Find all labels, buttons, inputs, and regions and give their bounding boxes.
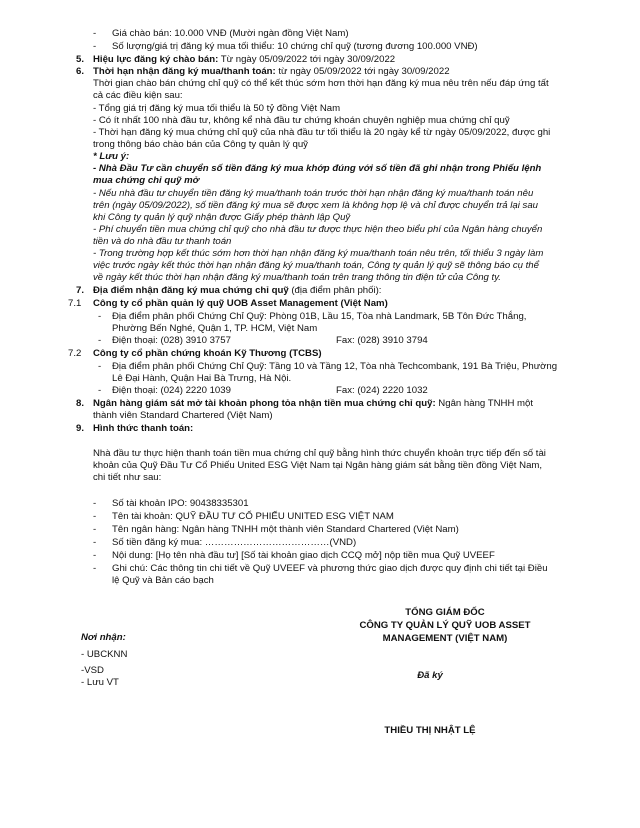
payment-item: Ghi chú: Các thông tin chi tiết về Quỹ UVEEF và phương thức giao dịch được quy định chi tiết tại Điều	[112, 563, 548, 574]
note-line: tiền và do nhà đầu tư thanh toán	[93, 236, 232, 247]
recipient: - UBCKNN	[81, 649, 128, 660]
section-6-line: trong thông báo chào bán của Công ty quản lý quỹ	[93, 139, 308, 150]
note-line: - Phí chuyển tiền mua chứng chỉ quỹ cho nhà đầu tư được thực hiện theo biểu phí của Ngân hàng chuyển	[93, 224, 543, 235]
offer-price: Giá chào bán: 10.000 VNĐ (Mười ngàn đồng Việt Nam)	[112, 28, 349, 39]
section-5-title: Hiệu lực đăng ký chào bán:	[93, 54, 219, 65]
section-6-text: từ ngày 05/09/2022 tới ngày 30/09/2022	[275, 66, 450, 77]
subsection-title: Công ty cổ phần quản lý quỹ UOB Asset Management (Việt Nam)	[93, 298, 388, 309]
address-line: Phường Bến Nghé, Quận 1, TP. HCM, Việt Nam	[112, 323, 318, 334]
bullet-dash: -	[93, 511, 97, 522]
signatory-name: THIỀU THỊ NHẬT LỆ	[384, 725, 476, 736]
bullet-dash: -	[93, 524, 97, 535]
section-9-title: Hình thức thanh toán:	[93, 423, 194, 434]
section-7	[93, 285, 381, 296]
bullet-dash: -	[98, 335, 102, 346]
recipient: - Lưu VT	[81, 677, 119, 688]
recipient: -VSD	[81, 665, 104, 676]
subsection-number: 7.2	[68, 348, 82, 359]
payment-item: lệ Quỹ và Bản cáo bạch	[112, 575, 214, 586]
signature-title: TỔNG GIÁM ĐỐC	[405, 607, 485, 618]
payment-item: Số tiền đăng ký mua: …………………………………(VND)	[112, 537, 357, 548]
bullet-dash: -	[93, 28, 97, 39]
note-line: - Trong trường hợp kết thúc sớm hơn thời hạn nhận đăng ký mua/thanh toán nêu trên, tối thiểu 3 ngày làm	[93, 248, 544, 259]
bullet-dash: -	[98, 385, 102, 396]
address-line: Lê Đại Hành, Quận Hai Bà Trưng, Hà Nội.	[112, 373, 292, 384]
section-8-line: thành viên Standard Chartered (Việt Nam)	[93, 410, 273, 421]
signature-company: MANAGEMENT (VIỆT NAM)	[382, 633, 508, 644]
section-5-text: Từ ngày 05/09/2022 tới ngày 30/09/2022	[218, 54, 396, 65]
section-6-title: Thời hạn nhận đăng ký mua/thanh toán:	[93, 66, 276, 77]
bullet-dash: -	[93, 498, 97, 509]
bullet-dash: -	[93, 41, 97, 52]
signature-company: CÔNG TY QUẢN LÝ QUỸ UOB ASSET	[359, 620, 531, 631]
address-line: Địa điểm phân phối Chứng Chỉ Quỹ: Tầng 10 và Tầng 12, Tòa nhà Techcombank, 191 Bà Triệu, Phường	[112, 361, 558, 372]
section-number: 5.	[76, 54, 85, 65]
section-7-title: Địa điểm nhận đăng ký mua chứng chỉ quỹ	[93, 285, 289, 296]
fax: Fax: (028) 3910 3794	[336, 335, 428, 346]
note-title: * Lưu ý:	[93, 151, 130, 162]
section-6	[93, 66, 450, 77]
bullet-dash: -	[93, 563, 97, 574]
note-line: về ngày kết thúc thời hạn nhận đăng ký mua/thanh toán trên trang thông tin điện tử của Công ty.	[93, 272, 501, 283]
bullet-dash: -	[93, 537, 97, 548]
bullet-dash: -	[98, 311, 102, 322]
payment-item: Tên ngân hàng: Ngân hàng TNHH một thành viên Standard Chartered (Việt Nam)	[112, 524, 459, 535]
payment-item: Nội dung: [Họ tên nhà đầu tư] [Số tài khoản giao dịch CCQ mở] nộp tiền mua Quỹ UVEEF	[112, 550, 495, 561]
bullet-dash: -	[98, 361, 102, 372]
signed-mark: Đã ký	[417, 670, 443, 681]
section-number: 8.	[76, 398, 85, 409]
subsection-title: Công ty cổ phần chứng khoán Kỹ Thương (TCBS)	[93, 348, 322, 359]
phone: Điện thoại: (024) 2220 1039	[112, 385, 231, 396]
note-important: mua chứng chỉ quỹ mở	[93, 175, 200, 186]
note-line: việc trước ngày kết thúc thời hạn nhận đăng ký mua/thanh toán, Công ty quản lý quỹ sẽ thông báo cụ thể	[93, 260, 539, 271]
section-7-text: (địa điểm phân phối):	[288, 285, 382, 296]
section-number: 6.	[76, 66, 85, 77]
note-line: khi Công ty quản lý quỹ nhận được Giấy phép thành lập Quỹ	[93, 212, 351, 223]
payment-item: Tên tài khoản: QUỸ ĐẦU TƯ CỔ PHIẾU UNITED ESG VIỆT NAM	[112, 511, 394, 522]
section-6-line: cả các điều kiện sau:	[93, 90, 183, 101]
payment-item: Số tài khoản IPO: 90438335301	[112, 498, 249, 509]
section-8-title: Ngân hàng giám sát mở tài khoản phong tỏa nhận tiền mua chứng chỉ quỹ:	[93, 398, 436, 409]
phone: Điện thoại: (028) 3910 3757	[112, 335, 231, 346]
section-6-line: - Tổng giá trị đăng ký mua tối thiểu là 50 tỷ đồng Việt Nam	[93, 103, 341, 114]
section-number: 9.	[76, 423, 85, 434]
section-6-line: Thời gian chào bán chứng chỉ quỹ có thể kết thúc sớm hơn thời hạn đăng ký mua nêu trên nếu đáp ứng tất	[93, 78, 549, 89]
section-6-line: - Có ít nhất 100 nhà đầu tư, không kể nhà đầu tư chứng khoán chuyên nghiệp mua chứng chỉ quỹ	[93, 115, 510, 126]
offer-min-qty: Số lượng/giá trị đăng ký mua tối thiểu: 10 chứng chỉ quỹ (tương đương 100.000 VNĐ)	[112, 41, 478, 52]
note-line: - Nếu nhà đầu tư chuyển tiền đăng ký mua/thanh toán trước thời hạn nhận đăng ký mua/thanh toán nêu	[93, 188, 534, 199]
address-line: Địa điểm phân phối Chứng Chỉ Quỹ: Phòng 01B, Lầu 15, Tòa nhà Landmark, 5B Tôn Đức Thắng,	[112, 311, 527, 322]
section-6-line: - Thời hạn đăng ký mua chứng chỉ quỹ của nhà đầu tư tối thiểu là 20 ngày kể từ ngày 05/09/2022, được ghi	[93, 127, 551, 138]
bullet-dash: -	[93, 550, 97, 561]
payment-paragraph: Nhà đầu tư thực hiện thanh toán tiền mua chứng chỉ quỹ bằng hình thức chuyển khoản trực tiếp đến số tài	[93, 448, 546, 459]
note-important: - Nhà Đầu Tư cần chuyển số tiền đăng ký mua khớp đúng với số tiền đã ghi nhận trong Phiếu lệnh	[93, 163, 542, 174]
section-5	[93, 54, 395, 65]
payment-paragraph: chi tiết như sau:	[93, 472, 162, 483]
subsection-number: 7.1	[68, 298, 82, 309]
section-number: 7.	[76, 285, 85, 296]
note-line: trên (ngày 05/09/2022), số tiền đăng ký mua sẽ được xem là không hợp lệ và chỉ được chuyển trả lại sau	[93, 200, 538, 211]
section-8	[93, 398, 533, 409]
recipients-title: Nơi nhận:	[81, 632, 126, 643]
section-8-text: Ngân hàng TNHH một	[435, 398, 534, 409]
payment-paragraph: khoản của Quỹ Đầu Tư Cổ Phiếu United ESG Việt Nam tại Ngân hàng giám sát bằng tiền đồng Việt Nam,	[93, 460, 543, 471]
fax: Fax: (024) 2220 1032	[336, 385, 428, 396]
